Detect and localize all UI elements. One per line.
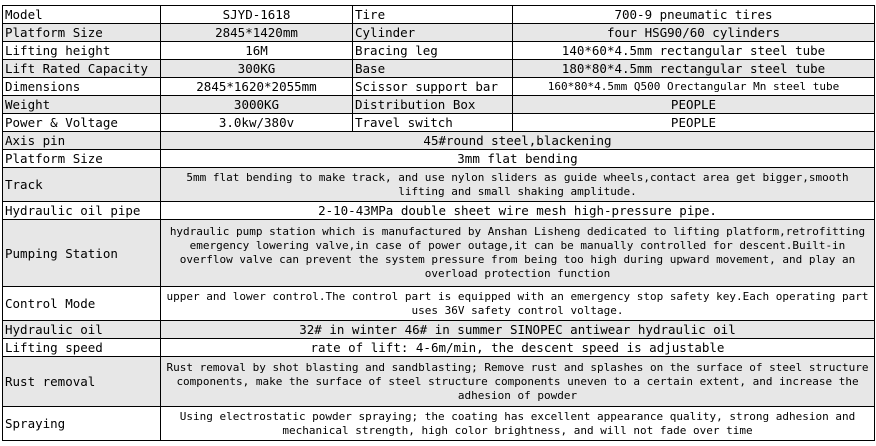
spec-value: rate of lift: 4-6m/min, the descent speed is adjustable bbox=[161, 339, 875, 357]
spec-table bbox=[2, 5, 875, 441]
spec-label: Scissor support bar bbox=[353, 78, 513, 96]
spec-label: Lifting height bbox=[3, 42, 161, 60]
spec-value: 32# in winter 46# in summer SINOPEC antiwear hydraulic oil bbox=[161, 321, 875, 339]
spec-value: PEOPLE bbox=[513, 114, 875, 132]
spec-label: Model bbox=[3, 6, 161, 24]
spec-value: Rust removal by shot blasting and sandblasting; Remove rust and splashes on the surface of steel structure components, make the surface of steel structure components uneven to a certain extent, and increase the adhesion of powder bbox=[161, 357, 875, 407]
table-row bbox=[3, 24, 875, 42]
spec-value: 160*80*4.5mm Q500 Orectangular Mn steel tube bbox=[513, 78, 875, 96]
table-row bbox=[3, 357, 875, 407]
spec-label: Track bbox=[3, 168, 161, 202]
spec-label: Tire bbox=[353, 6, 513, 24]
spec-value: SJYD-1618 bbox=[161, 6, 353, 24]
spec-label: Control Mode bbox=[3, 287, 161, 321]
spec-value: 2845*1620*2055mm bbox=[161, 78, 353, 96]
spec-label: Weight bbox=[3, 96, 161, 114]
spec-value: 2845*1420mm bbox=[161, 24, 353, 42]
spec-value: 3.0kw/380v bbox=[161, 114, 353, 132]
table-row bbox=[3, 96, 875, 114]
spec-value: 140*60*4.5mm rectangular steel tube bbox=[513, 42, 875, 60]
table-row bbox=[3, 339, 875, 357]
table-row bbox=[3, 60, 875, 78]
spec-label: Lifting speed bbox=[3, 339, 161, 357]
spec-value: 16M bbox=[161, 42, 353, 60]
spec-value: 5mm flat bending to make track, and use nylon sliders as guide wheels,contact area get bigger,smooth lifting and small shaking amplitude. bbox=[161, 168, 875, 202]
spec-value: 3mm flat bending bbox=[161, 150, 875, 168]
spec-value: 45#round steel,blackening bbox=[161, 132, 875, 150]
spec-value: hydraulic pump station which is manufactured by Anshan Lisheng dedicated to lifting platform,retrofitting emergency lowering valve,in case of power outage,it can be manually controlled for descent.Built-in overflow valve can prevent the system pressure from being too high during upward movement, and play an overload protection function bbox=[161, 220, 875, 287]
table-row bbox=[3, 78, 875, 96]
spec-value: upper and lower control.The control part is equipped with an emergency stop safety key.Each operating part uses 36V safety control voltage. bbox=[161, 287, 875, 321]
spec-label: Lift Rated Capacity bbox=[3, 60, 161, 78]
spec-label: Platform Size bbox=[3, 24, 161, 42]
spec-value: 700-9 pneumatic tires bbox=[513, 6, 875, 24]
table-row bbox=[3, 220, 875, 287]
spec-label: Bracing leg bbox=[353, 42, 513, 60]
spec-label: Spraying bbox=[3, 407, 161, 441]
spec-label: Travel switch bbox=[353, 114, 513, 132]
spec-label: Power & Voltage bbox=[3, 114, 161, 132]
table-row bbox=[3, 150, 875, 168]
spec-label: Rust removal bbox=[3, 357, 161, 407]
table-row bbox=[3, 168, 875, 202]
spec-value: four HSG90/60 cylinders bbox=[513, 24, 875, 42]
spec-value: 2-10-43MPa double sheet wire mesh high-pressure pipe. bbox=[161, 202, 875, 220]
spec-label: Pumping Station bbox=[3, 220, 161, 287]
table-row bbox=[3, 114, 875, 132]
spec-label: Cylinder bbox=[353, 24, 513, 42]
spec-value: 180*80*4.5mm rectangular steel tube bbox=[513, 60, 875, 78]
spec-label: Distribution Box bbox=[353, 96, 513, 114]
spec-label: Axis pin bbox=[3, 132, 161, 150]
table-row bbox=[3, 132, 875, 150]
spec-value: 3000KG bbox=[161, 96, 353, 114]
spec-label: Base bbox=[353, 60, 513, 78]
table-row bbox=[3, 407, 875, 441]
spec-value: Using electrostatic powder spraying; the coating has excellent appearance quality, strong adhesion and mechanical strength, high color brightness, and will not fade over time bbox=[161, 407, 875, 441]
spec-value: PEOPLE bbox=[513, 96, 875, 114]
spec-value: 300KG bbox=[161, 60, 353, 78]
table-row bbox=[3, 6, 875, 24]
table-row bbox=[3, 202, 875, 220]
table-row bbox=[3, 42, 875, 60]
spec-label: Dimensions bbox=[3, 78, 161, 96]
spec-label: Hydraulic oil pipe bbox=[3, 202, 161, 220]
spec-label: Hydraulic oil bbox=[3, 321, 161, 339]
spec-label: Platform Size bbox=[3, 150, 161, 168]
table-row bbox=[3, 321, 875, 339]
table-row bbox=[3, 287, 875, 321]
